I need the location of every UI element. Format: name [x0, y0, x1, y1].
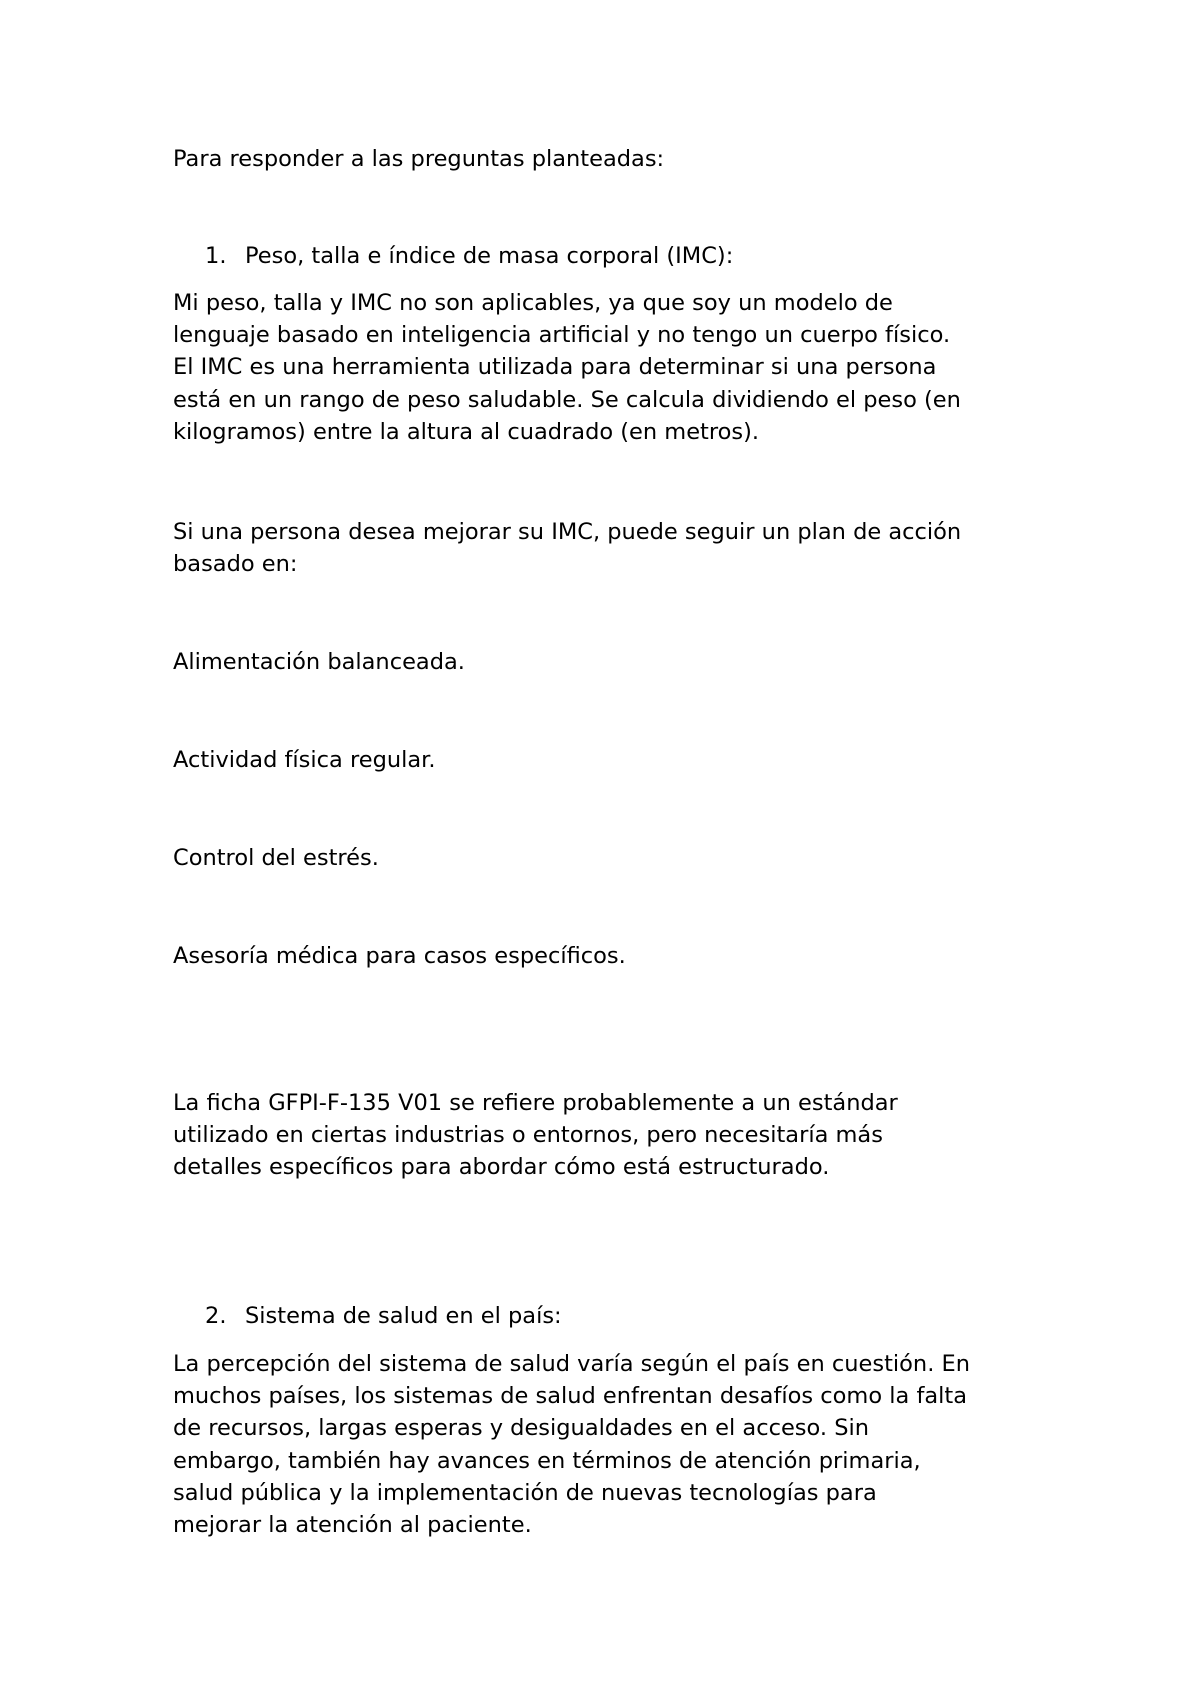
plan-item: Alimentación balanceada. — [173, 649, 465, 675]
plan-item: Asesoría médica para casos específicos. — [173, 943, 626, 969]
plan-paragraph — [173, 516, 1073, 580]
section-1-heading — [205, 240, 733, 272]
paragraph-line: detalles específicos para abordar cómo está estructurado. — [173, 1154, 830, 1181]
paragraph-line: embargo, también hay avances en términos de atención primaria, — [173, 1447, 921, 1474]
paragraph-line: lenguaje basado en inteligencia artificial y no tengo un cuerpo físico. — [173, 322, 951, 349]
paragraph-line: de recursos, largas esperas y desigualdades en el acceso. Sin — [173, 1415, 869, 1442]
section-2-title: Sistema de salud en el país: — [245, 1303, 562, 1329]
paragraph-line: Si una persona desea mejorar su IMC, puede seguir un plan de acción — [173, 519, 962, 545]
ficha-paragraph — [173, 1087, 1073, 1184]
section-2-number: 2. — [205, 1303, 227, 1329]
paragraph-line: está en un rango de peso saludable. Se calcula dividiendo el peso (en — [173, 386, 961, 413]
paragraph-line: mejorar la atención al paciente. — [173, 1512, 532, 1539]
paragraph-line: muchos países, los sistemas de salud enfrentan desafíos como la falta — [173, 1383, 968, 1410]
paragraph-line: basado en: — [173, 551, 298, 578]
paragraph-line: kilogramos) entre la altura al cuadrado (en metros). — [173, 418, 760, 445]
section-1-number: 1. — [205, 243, 227, 269]
paragraph-line: salud pública y la implementación de nuevas tecnologías para — [173, 1479, 877, 1506]
paragraph-line: La ficha GFPI-F-135 V01 se refiere probablemente a un estándar — [173, 1090, 898, 1116]
section-1-title: Peso, talla e índice de masa corporal (IMC): — [245, 243, 734, 269]
paragraph-line: La percepción del sistema de salud varía según el país en cuestión. En — [173, 1351, 970, 1377]
section-2-paragraph — [173, 1348, 1073, 1541]
plan-item: Actividad física regular. — [173, 747, 436, 773]
section-1-paragraph — [173, 287, 1073, 448]
paragraph-line: El IMC es una herramienta utilizada para determinar si una persona — [173, 354, 937, 381]
intro-text: Para responder a las preguntas planteadas: — [173, 146, 665, 172]
paragraph-line: utilizado en ciertas industrias o entornos, pero necesitaría más — [173, 1122, 883, 1149]
section-2-heading — [205, 1300, 562, 1332]
paragraph-line: Mi peso, talla y IMC no son aplicables, ya que soy un modelo de — [173, 290, 893, 316]
plan-item: Control del estrés. — [173, 845, 379, 871]
